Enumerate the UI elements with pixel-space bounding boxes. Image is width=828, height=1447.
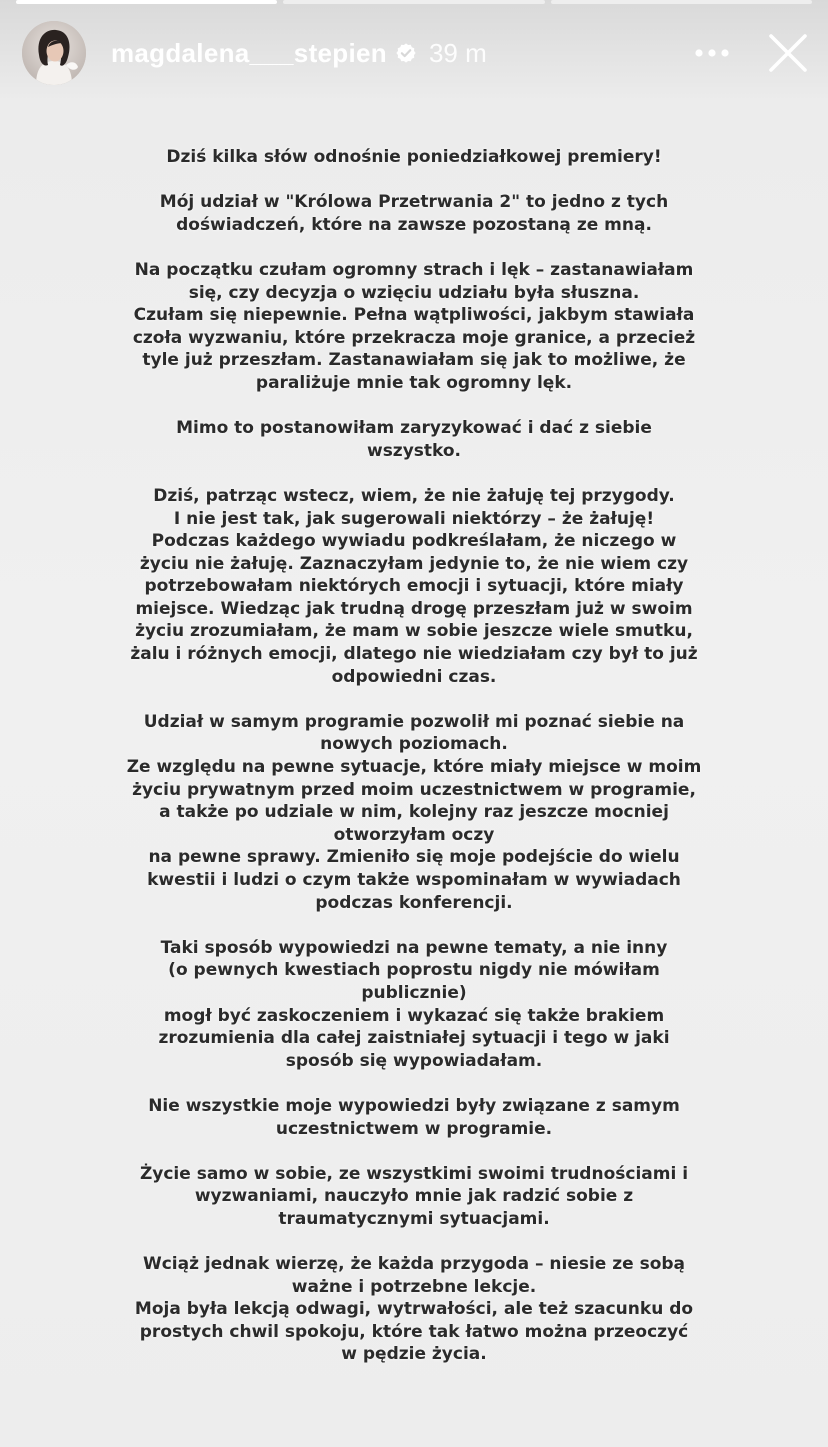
story-text-line: Dziś kilka słów odnośnie poniedziałkowej premiery! bbox=[166, 147, 662, 167]
story-paragraph bbox=[60, 1253, 768, 1366]
story-header bbox=[22, 20, 810, 86]
story-text-line: Życie samo w sobie, ze wszystkimi swoimi trudnościami i bbox=[139, 1163, 689, 1184]
story-paragraph bbox=[60, 417, 768, 462]
story-text-line: zrozumienia dla całej zaistniałej sytuacji i tego w jaki bbox=[158, 1028, 670, 1049]
story-text-line: podczas konferencji. bbox=[315, 892, 513, 913]
progress-segment bbox=[551, 0, 812, 4]
story-text-line: doświadczeń, które na zawsze pozostaną ze mną. bbox=[176, 214, 652, 235]
story-paragraph bbox=[60, 191, 768, 236]
progress-segment bbox=[283, 0, 544, 4]
story-text-line: traumatycznymi sytuacjami. bbox=[278, 1208, 550, 1229]
story-text-line: odpowiedni czas. bbox=[331, 666, 497, 687]
story-text-line: paraliżuje mnie tak ogromny lęk. bbox=[255, 372, 573, 393]
story-text-line: Mimo to postanowiłam zaryzykować i dać z siebie bbox=[176, 418, 652, 439]
story-text-line: Moja była lekcją odwagi, wytrwałości, ale też szacunku do bbox=[134, 1299, 694, 1320]
profile-photo bbox=[22, 21, 86, 85]
story-text-line: otworzyłam oczy bbox=[333, 824, 495, 845]
story-text-line: ważne i potrzebne lekcje. bbox=[291, 1276, 537, 1297]
story-text-line: Ze względu na pewne sytuacje, które miały miejsce w moim bbox=[126, 757, 702, 778]
story-text-line: w pędzie życia. bbox=[341, 1344, 487, 1365]
story-text-line: Mój udział w "Królowa Przetrwania 2" to jedno z tych bbox=[159, 192, 669, 213]
story-text-line: I nie jest tak, jak sugerowali niektórzy – że żałuję! bbox=[173, 508, 655, 529]
story-text-line: wszystko. bbox=[366, 440, 462, 461]
story-paragraph bbox=[60, 1163, 768, 1231]
username[interactable]: magdalena___stepien bbox=[111, 37, 387, 68]
story-text-line: kwestii i ludzi o czym także wspominałam w wywiadach bbox=[147, 870, 681, 890]
story-progress-bar bbox=[16, 0, 812, 4]
progress-fill bbox=[16, 0, 277, 4]
story-text-line: Dziś, patrząc wstecz, wiem, że nie żałuję tej przygody. bbox=[153, 485, 675, 506]
story-text-line: wyzwaniami, nauczyło mnie jak radzić sobie z bbox=[194, 1186, 634, 1207]
story-paragraph bbox=[60, 146, 768, 169]
story-paragraph bbox=[60, 937, 768, 1073]
story-text-line: prostych chwil spokoju, które tak łatwo można przeoczyć bbox=[139, 1321, 689, 1342]
story-text-line: uczestnictwem w programie. bbox=[275, 1118, 553, 1139]
story-text-line: Nie wszystkie moje wypowiedzi były związane z samym bbox=[148, 1095, 680, 1116]
story-text-line: publicznie) bbox=[361, 982, 467, 1003]
story-text-line: czoła wyzwaniu, które przekracza moje granice, a przecież bbox=[132, 327, 696, 348]
story-text-line: życiu prywatnym przed moim uczestnictwem w programie, bbox=[132, 779, 696, 800]
story-text-line: się, czy decyzja o wzięciu udziału była słuszna. bbox=[188, 282, 640, 303]
more-options-button[interactable] bbox=[692, 33, 732, 73]
more-dots-icon bbox=[694, 48, 730, 58]
story-text-line: sposób się wypowiadałam. bbox=[285, 1050, 543, 1071]
story-text-line: Na początku czułam ogromny strach i lęk – zastanawiałam bbox=[134, 259, 694, 280]
story-text-line: Udział w samym programie pozwolił mi poznać siebie na bbox=[143, 711, 685, 732]
story-text-line: a także po udziale w nim, kolejny raz jeszcze mocniej bbox=[159, 802, 669, 823]
story-text-line: żalu i różnych emocji, dlatego nie wiedziałam czy był to już bbox=[130, 644, 698, 665]
progress-segment bbox=[16, 0, 277, 4]
avatar[interactable] bbox=[22, 21, 86, 85]
story-text-line: życiu nie żałuję. Zaznaczyłam jedynie to, że nie wiem czy bbox=[139, 553, 689, 574]
story-paragraph bbox=[60, 1095, 768, 1140]
story-text-line: nowych poziomach. bbox=[320, 734, 508, 755]
story-text-line: Czułam się niepewnie. Pełna wątpliwości, jakbym stawiała bbox=[133, 305, 695, 326]
story-text-line: Podczas każdego wywiadu podkreślałam, że niczego w bbox=[151, 531, 677, 552]
story-text-line: (o pewnych kwestiach poprostu nigdy nie mówiłam bbox=[168, 960, 660, 981]
story-text-line: życiu zrozumiałam, że mam w sobie jeszcze wiele smutku, bbox=[135, 621, 693, 642]
story-text-line: potrzebowałam niektórych emocji i sytuacji, które miały bbox=[144, 576, 684, 597]
close-icon bbox=[768, 33, 808, 73]
story-text-block bbox=[60, 146, 768, 1389]
story-text-line: mogł być zaskoczeniem i wykazać się także brakiem bbox=[163, 1005, 665, 1026]
story-text-line: Wciąż jednak wierzę, że każda przygoda – niesie ze sobą bbox=[142, 1254, 686, 1275]
story-text-line: na pewne sprawy. Zmieniło się moje podejście do wielu bbox=[148, 847, 680, 868]
story-paragraph bbox=[60, 259, 768, 395]
verified-badge-icon bbox=[395, 42, 417, 64]
post-time: 39 m bbox=[428, 37, 487, 68]
close-button[interactable] bbox=[766, 31, 810, 75]
story-text-line: miejsce. Wiedząc jak trudną drogę przeszłam już w swoim bbox=[135, 598, 693, 619]
story-paragraph bbox=[60, 485, 768, 688]
story-paragraph bbox=[60, 711, 768, 914]
story-text-line: tyle już przeszłam. Zastanawiałam się jak to możliwe, że bbox=[142, 350, 686, 371]
story-text-line: Taki sposób wypowiedzi na pewne tematy, a nie inny bbox=[160, 937, 668, 958]
